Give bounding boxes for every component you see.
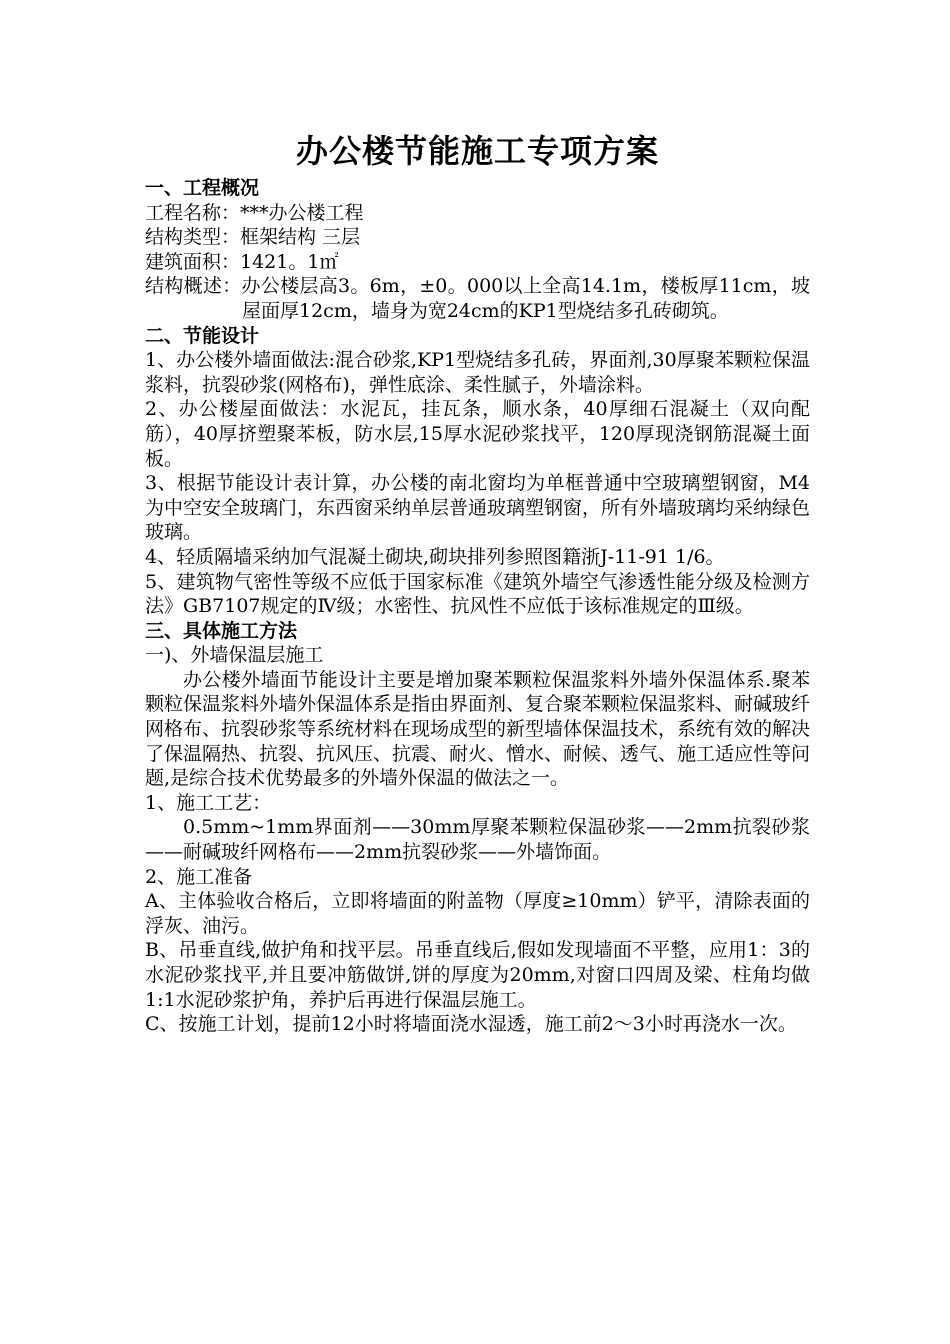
- preparation-item-b: B、吊垂直线,做护角和找平层。吊垂直线后,假如发现墙面不平整，应用1：3的水泥砂浆找平,并且要冲筋做饼,饼的厚度为20mm,对窗口四周及梁、柱角均做1:1水泥砂浆护角，养护后再进行保温层施工。: [145, 939, 810, 1011]
- energy-design-item-3: 3、根据节能设计表计算，办公楼的南北窗均为单框普通中空玻璃塑钢窗，M4为中空安全玻璃门，东西窗采纳单层普通玻璃塑钢窗，所有外墙玻璃均采纳绿色玻璃。: [145, 472, 811, 544]
- preparation-item-c: C、按施工计划，提前12小时将墙面浇水湿透，施工前2～3小时再浇水一次。: [145, 1013, 797, 1036]
- energy-design-item-1: 1、办公楼外墙面做法:混合砂浆,KP1型烧结多孔砖，界面剂,30厚聚苯颗粒保温浆料，抗裂砂浆(网格布)，弹性底涂、柔性腻子，外墙涂料。: [145, 349, 810, 396]
- subsection-heading-insulation: 一)、外墙保温层施工: [145, 644, 324, 667]
- section-heading-energy-design: 二、节能设计: [145, 324, 260, 347]
- energy-design-item-4: 4、轻质隔墙采纳加气混凝土砌块,砌块排列参照图籍浙J-11-91 1/6。: [145, 545, 725, 568]
- document-title: 办公楼节能施工专项方案: [295, 132, 659, 170]
- project-name-line: 工程名称：***办公楼工程: [145, 201, 364, 224]
- building-area-line: 建筑面积：1421。1㎡: [145, 250, 339, 273]
- process-heading: 1、施工工艺：: [145, 791, 272, 814]
- preparation-item-a: A、主体验收合格后，立即将墙面的附盖物（厚度≥10mm）铲平，清除表面的浮灰、油污。: [145, 890, 810, 937]
- insulation-intro-paragraph: 办公楼外墙面节能设计主要是增加聚苯颗粒保温浆料外墙外保温体系.聚苯颗粒保温浆料外墙外保温体系是指由界面剂、复合聚苯颗粒保温浆料、耐碱玻纤网格布、抗裂砂浆等系统材料在现场成型的新型墙体保温技术，系统有效的解决了保温隔热、抗裂、抗风压、抗震、耐火、憎水、耐候、透气、施工适应性等问题,是综合技术优势最多的外墙外保温的做法之一。: [145, 668, 811, 790]
- energy-design-item-5: 5、建筑物气密性等级不应低于国家标准《建筑外墙空气渗透性能分级及检测方法》GB7107规定的Ⅳ级；水密性、抗风性不应低于该标准规定的Ⅲ级。: [145, 570, 810, 618]
- section-heading-overview: 一、工程概况: [145, 177, 260, 199]
- structure-description: 结构概述：办公楼层高3。6m，±0。000以上全高14.1m，楼板厚11cm，坡屋面厚12cm，墙身为宽24cm的KP1型烧结多孔砖砌筑。: [145, 275, 810, 322]
- document-page: [145, 128, 810, 1037]
- structure-type-line: 结构类型：框架结构 三层: [145, 226, 361, 249]
- preparation-heading: 2、施工准备: [145, 865, 253, 888]
- process-paragraph: 0.5mm~1mm界面剂——30mm厚聚苯颗粒保温砂浆——2mm抗裂砂浆——耐碱玻纤网格布——2mm抗裂砂浆——外墙饰面。: [145, 816, 810, 864]
- energy-design-item-2: 2、办公楼屋面做法：水泥瓦，挂瓦条，顺水条，40厚细石混凝土（双向配筋），40厚挤塑聚苯板，防水层,15厚水泥砂浆找平，120厚现浇钢筋混凝土面板。: [145, 398, 810, 470]
- section-heading-construction: 三、具体施工方法: [145, 619, 298, 642]
